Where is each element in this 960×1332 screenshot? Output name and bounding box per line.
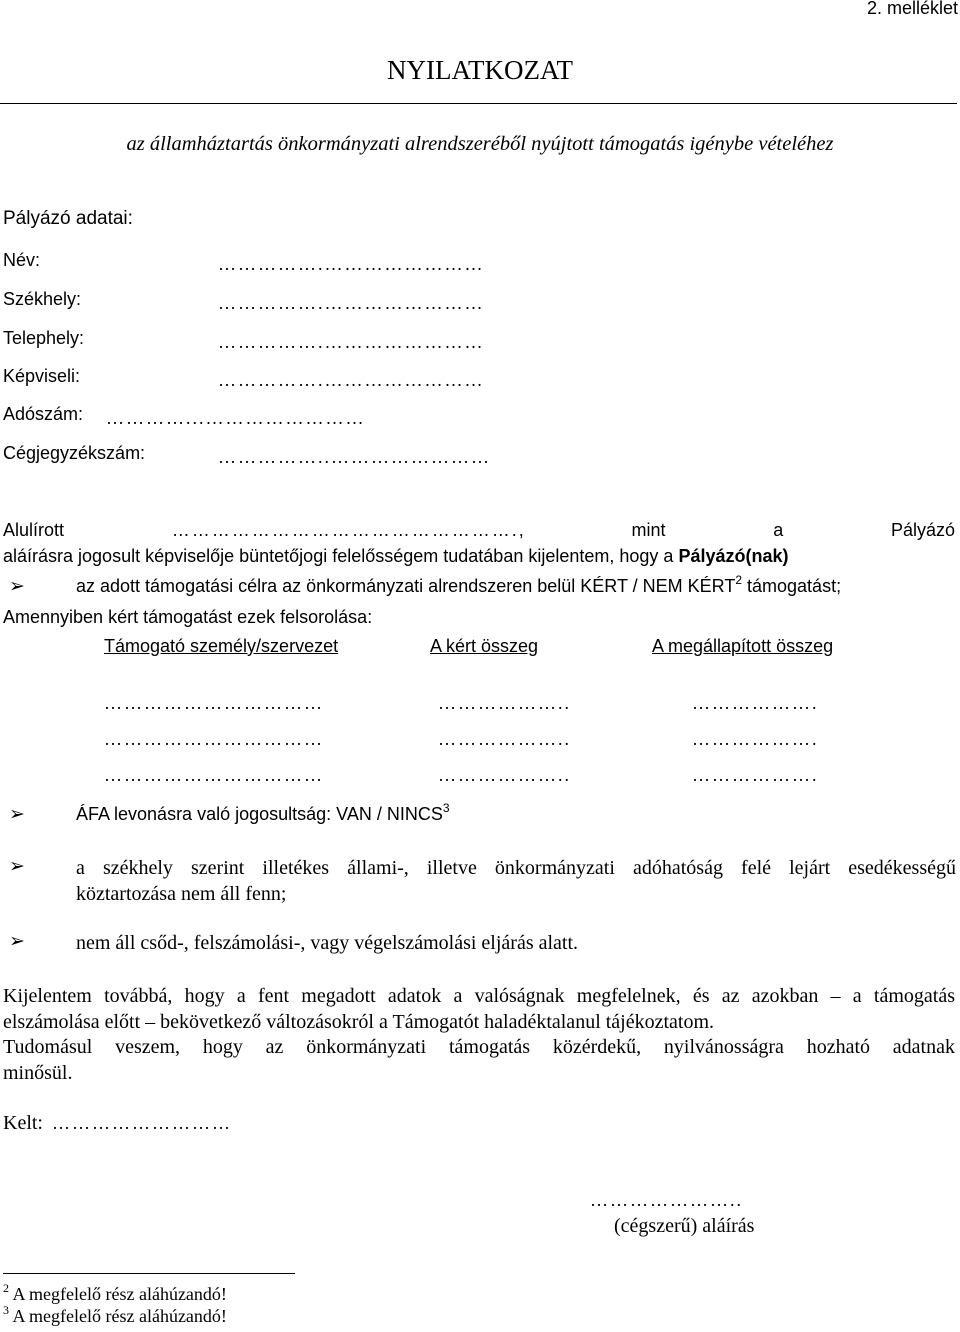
representative-field[interactable]: …………….…………………… xyxy=(218,370,485,390)
granted-amount-cell[interactable]: ………………. xyxy=(692,729,819,749)
undersigned-field[interactable]: ……………………………………………. xyxy=(171,520,519,540)
seat-label: Székhely: xyxy=(3,289,82,309)
if-requested-text: Amennyiben kért támogatást ezek felsorolása: xyxy=(3,607,373,627)
name-label: Név: xyxy=(3,250,41,270)
closing-p2-line-1: Tudomásul veszem, hogy az önkormányzati támogatás közérdekű, nyilvánosságra hozható adatnak xyxy=(3,1036,955,1058)
vat-line xyxy=(76,801,450,826)
footnote-text: A megfelelő rész aláhúzandó! xyxy=(12,1306,227,1326)
footnote-ref-3: 3 xyxy=(442,801,450,815)
signature-field[interactable]: ………………….. xyxy=(590,1190,743,1210)
support-text: támogatást; xyxy=(747,576,842,596)
seat-field[interactable]: …………….…………………… xyxy=(218,293,485,313)
document-subtitle: az államháztartás önkormányzati alrendszeréből nyújtott támogatás igénybe vételéhez xyxy=(126,133,834,155)
support-requested-line xyxy=(76,573,842,598)
applicant-bold-text: Pályázó(nak) xyxy=(678,546,789,566)
footnote-ref-2: 2 xyxy=(735,573,742,587)
name-field[interactable]: …………….…………………… xyxy=(218,254,485,274)
signature-label: (cégszerű) aláírás xyxy=(614,1215,755,1237)
vat-text: ÁFA levonásra való jogosultság: VAN / NINCS xyxy=(76,804,443,824)
footnote-3 xyxy=(3,1303,227,1328)
supporter-cell[interactable]: …………………………… xyxy=(104,729,324,749)
requested-amount-cell[interactable]: ……………….. xyxy=(438,693,571,713)
company-reg-field[interactable]: ……………..…………………… xyxy=(218,447,491,467)
date-field[interactable]: ……………………… xyxy=(52,1113,232,1133)
declaration-line-1 xyxy=(3,520,955,542)
column-header-requested-amount: A kért összeg xyxy=(430,636,539,656)
footnote-rule xyxy=(3,1273,295,1274)
footnote-number: 3 xyxy=(3,1303,9,1317)
closing-p1-line-2: elszámolása előtt – bekövetkező változásokról a Támogatót haladéktalanul tájékoztatom. xyxy=(3,1011,715,1033)
arrow-bullet-icon: ➢ xyxy=(9,576,25,597)
site-field[interactable]: …………….…………………… xyxy=(218,332,485,352)
declaration-line-2 xyxy=(3,546,788,568)
arrow-bullet-icon: ➢ xyxy=(9,856,25,877)
requested-amount-cell[interactable]: ……………….. xyxy=(438,765,571,785)
bankruptcy-text: nem áll csőd-, felszámolási-, vagy végelszámolási eljárás alatt. xyxy=(76,932,579,954)
column-header-granted-amount: A megállapított összeg xyxy=(652,636,834,656)
requested-amount-cell[interactable]: ……………….. xyxy=(438,729,571,749)
footnote-2 xyxy=(3,1281,227,1306)
undersigned-label: Alulírott xyxy=(3,520,65,540)
footnote-text: A megfelelő rész aláhúzandó! xyxy=(12,1284,227,1304)
supporter-cell[interactable]: …………………………… xyxy=(104,693,324,713)
document-title: NYILATKOZAT xyxy=(387,55,573,85)
granted-amount-cell[interactable]: ………………. xyxy=(692,765,819,785)
closing-p1-line-1: Kijelentem továbbá, hogy a fent megadott adatok a valóságnak megfelelnek, és az azokban – a támogatás xyxy=(3,985,955,1007)
tax-debt-line-1: a székhely szerint illetékes állami-, illetve önkormányzati adóhatóság felé lejárt esedékességű xyxy=(76,857,956,879)
company-reg-label: Cégjegyzékszám: xyxy=(3,443,146,463)
arrow-bullet-icon: ➢ xyxy=(9,931,25,952)
supporter-cell[interactable]: …………………………… xyxy=(104,765,324,785)
granted-amount-cell[interactable]: ………………. xyxy=(692,693,819,713)
as-applicant-text: , mint a Pályázó xyxy=(518,520,955,540)
site-label: Telephely: xyxy=(3,328,85,348)
annex-label: 2. melléklet xyxy=(866,0,958,18)
date-label: Kelt: xyxy=(3,1112,43,1134)
title-rule xyxy=(0,103,957,104)
representative-label: Képviseli: xyxy=(3,366,81,386)
tax-debt-line-2: köztartozása nem áll fenn; xyxy=(76,883,287,905)
applicant-heading: Pályázó adatai: xyxy=(3,208,133,229)
closing-p2-line-2: minősül. xyxy=(3,1062,73,1084)
tax-number-field[interactable]: …………...…………………… xyxy=(106,408,366,428)
declaration-text: aláírásra jogosult képviselője büntetőjogi felelősségem tudatában kijelentem, hogy a xyxy=(3,546,674,566)
footnote-number: 2 xyxy=(3,1281,9,1295)
tax-number-label: Adószám: xyxy=(3,404,84,424)
column-header-supporter: Támogató személy/szervezet xyxy=(104,636,339,656)
support-requested-text: az adott támogatási célra az önkormányzati alrendszeren belül KÉRT / NEM KÉRT xyxy=(76,576,736,596)
arrow-bullet-icon: ➢ xyxy=(9,804,25,825)
